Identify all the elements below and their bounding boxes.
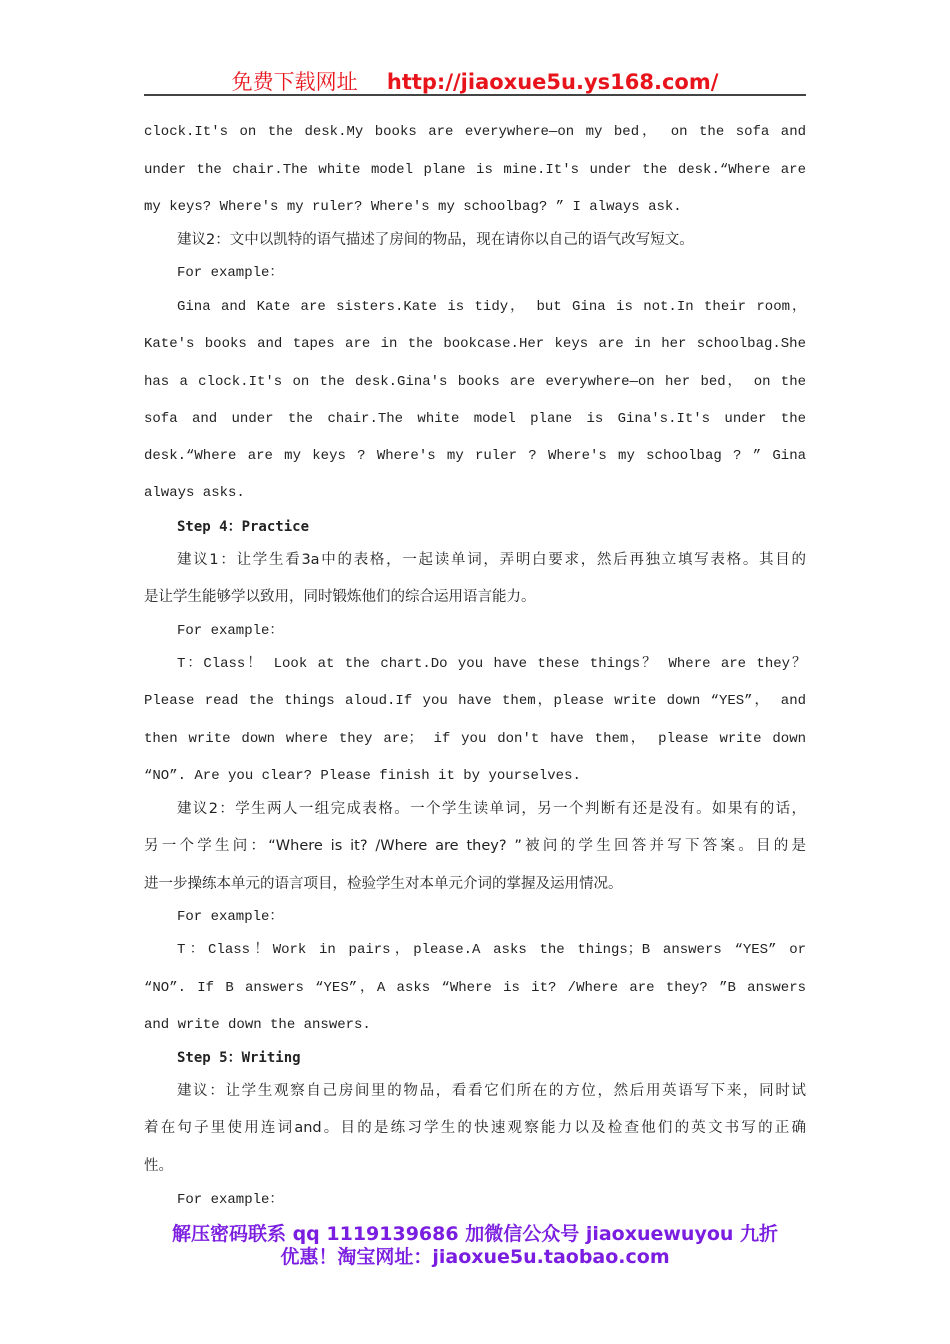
- text-line: 建议：让学生观察自己房间里的物品，看看它们所在的方位，然后用英语写下来，同时试: [177, 1083, 806, 1099]
- text-line: For example：: [177, 623, 284, 639]
- text-line: 性。: [144, 1158, 173, 1174]
- text-line: 是让学生能够学以致用，同时锻炼他们的综合运用语言能力。: [144, 589, 536, 605]
- text-line: 另一个学生问：“Where is it? /Where are they? ”被问的学生回答并写下答案。目的是: [144, 838, 806, 854]
- text-line: then write down where they are； if you don't have them， please write down: [144, 731, 806, 747]
- text-line: For example：: [177, 909, 284, 925]
- text-line: under the chair.The white model plane is mine.It's under the desk.“Where are: [144, 162, 806, 178]
- text-line: Please read the things aloud.If you have them，please write down “YES”， and: [144, 693, 806, 709]
- text-line: desk.“Where are my keys ? Where's my ruler ? Where's my schoolbag ? ” Gina: [144, 448, 806, 464]
- text-line: clock.It's on the desk.My books are everywhere—on my bed， on the sofa and: [144, 124, 806, 140]
- text-line: 着在句子里使用连词and。目的是练习学生的快速观察能力以及检查他们的英文书写的正确: [144, 1120, 806, 1136]
- header-url[interactable]: http://jiaoxue5u.ys168.com/: [386, 70, 719, 94]
- text-line: and write down the answers.: [144, 1017, 371, 1033]
- text-line: my keys? Where's my ruler? Where's my schoolbag? ” I always ask.: [144, 199, 682, 215]
- text-line: 建议1：让学生看3a中的表格，一起读单词，弄明白要求，然后再独立填写表格。其目的: [177, 552, 806, 568]
- text-line: has a clock.It's on the desk.Gina's books are everywhere—on her bed， on the: [144, 374, 806, 390]
- footer-line-1: 解压密码联系 qq 1119139686 加微信公众号 jiaoxuewuyou 九折: [171, 1223, 779, 1245]
- section-heading: Step 4：Practice: [177, 519, 310, 535]
- footer-line-2: 优惠！淘宝网址：jiaoxue5u.taobao.com: [280, 1246, 670, 1268]
- header-cn: 免费下载网址: [231, 70, 358, 94]
- text-line: Kate's books and tapes are in the bookcase.Her keys are in her schoolbag.She: [144, 336, 806, 352]
- text-line: T：Class！ Look at the chart.Do you have these things？ Where are they？: [177, 656, 806, 672]
- text-line: “NO”. Are you clear? Please finish it by yourselves.: [144, 768, 581, 784]
- section-heading: Step 5：Writing: [177, 1050, 301, 1066]
- text-line: “NO”. If B answers “YES”，A asks “Where is it? /Where are they? ”B answers: [144, 980, 806, 996]
- header-rule: [144, 94, 806, 96]
- text-line: For example：: [177, 1192, 284, 1208]
- text-line: always asks.: [144, 485, 245, 501]
- text-line: sofa and under the chair.The white model plane is Gina's.It's under the: [144, 411, 806, 427]
- text-line: For example：: [177, 265, 284, 281]
- text-line: T：Class！Work in pairs，please.A asks the things；B answers “YES” or: [177, 942, 806, 958]
- text-line: Gina and Kate are sisters.Kate is tidy， but Gina is not.In their room，: [177, 299, 806, 315]
- header-banner: [0, 66, 950, 96]
- text-line: 建议2：文中以凯特的语气描述了房间的物品，现在请你以自己的语气改写短文。: [177, 232, 694, 248]
- text-line: 进一步操练本单元的语言项目，检验学生对本单元介词的掌握及运用情况。: [144, 876, 623, 892]
- text-line: 建议2：学生两人一组完成表格。一个学生读单词，另一个判断有还是没有。如果有的话，: [177, 801, 806, 817]
